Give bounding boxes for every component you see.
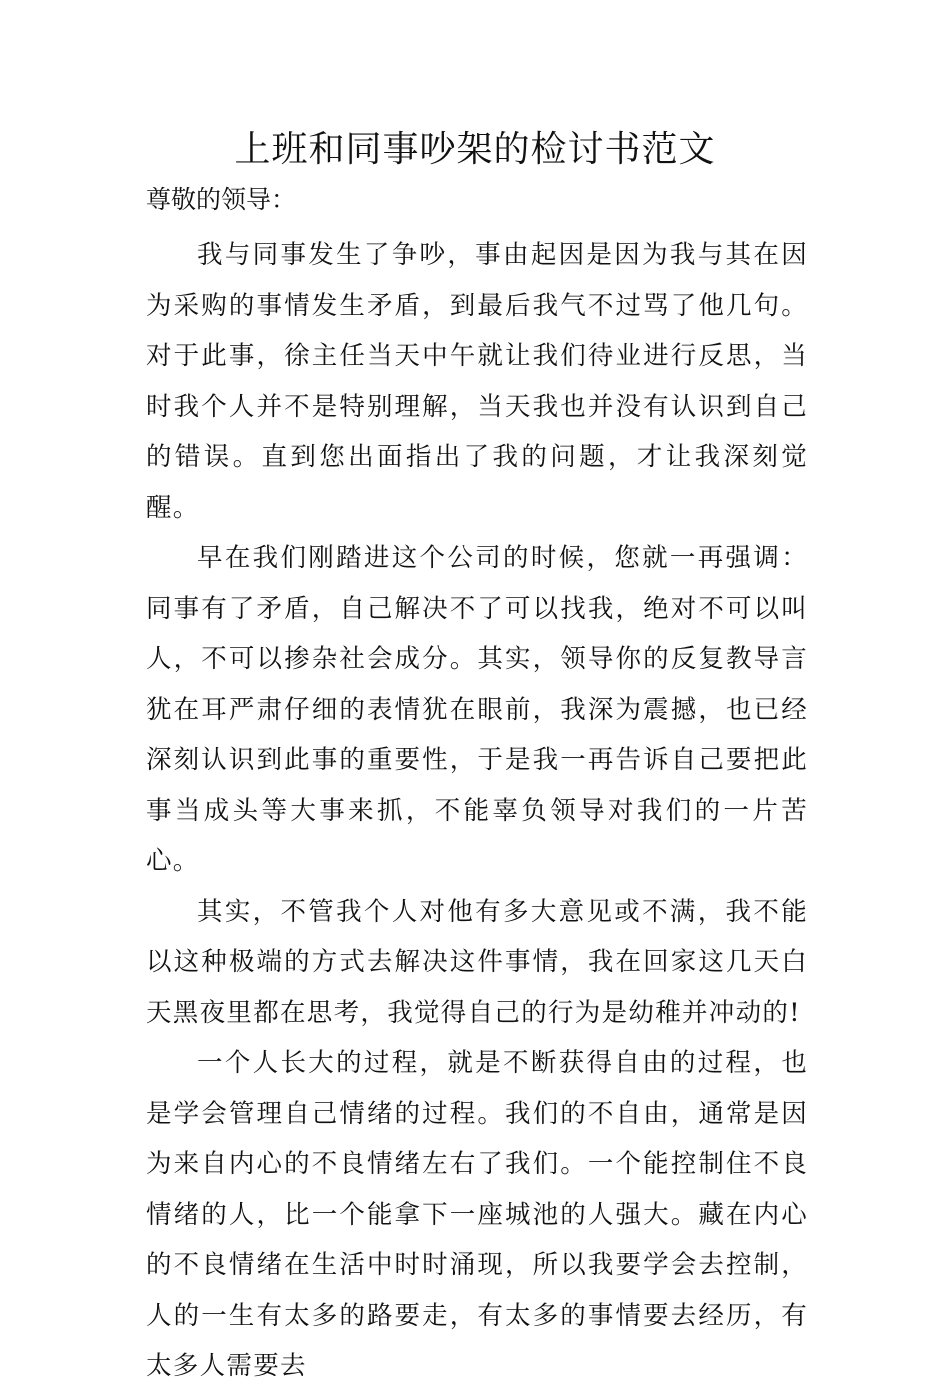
paragraph-1: 我与同事发生了争吵，事由起因是因为我与其在因为采购的事情发生矛盾，到最后我气不过骂了他几句。对于此事，徐主任当天中午就让我们待业进行反思，当时我个人并不是特别理解，当天我也并没有认识到自己的错误。直到您出面指出了我的问题，才让我深刻觉醒。: [146, 240, 808, 523]
paragraph-4: 一个人长大的过程，就是不断获得自由的过程，也是学会管理自己情绪的过程。我们的不自由，通常是因为来自内心的不良情绪左右了我们。一个能控制住不良情绪的人，比一个能拿下一座城池的人强大。藏在内心的不良情绪在生活中时时涌现，所以我要学会去控制，人的一生有太多的路要走，有太多的事情要去经历，有太多人需要去: [146, 1048, 808, 1381]
salutation: 尊敬的领导：: [146, 185, 297, 214]
document-body: [146, 230, 808, 1392]
document-title: 上班和同事吵架的检讨书范文: [234, 129, 716, 170]
paragraph-2: 早在我们刚踏进这个公司的时候，您就一再强调：同事有了矛盾，自己解决不了可以找我，绝对不可以叫人，不可以掺杂社会成分。其实，领导你的反复教导言犹在耳严肃仔细的表情犹在眼前，我深为震撼，也已经深刻认识到此事的重要性，于是我一再告诉自己要把此事当成头等大事来抓，不能辜负领导对我们的一片苦心。: [146, 543, 808, 876]
paragraph-3: 其实，不管我个人对他有多大意见或不满，我不能以这种极端的方式去解决这件事情，我在回家这几天白天黑夜里都在思考，我觉得自己的行为是幼稚并冲动的!: [146, 896, 808, 1028]
